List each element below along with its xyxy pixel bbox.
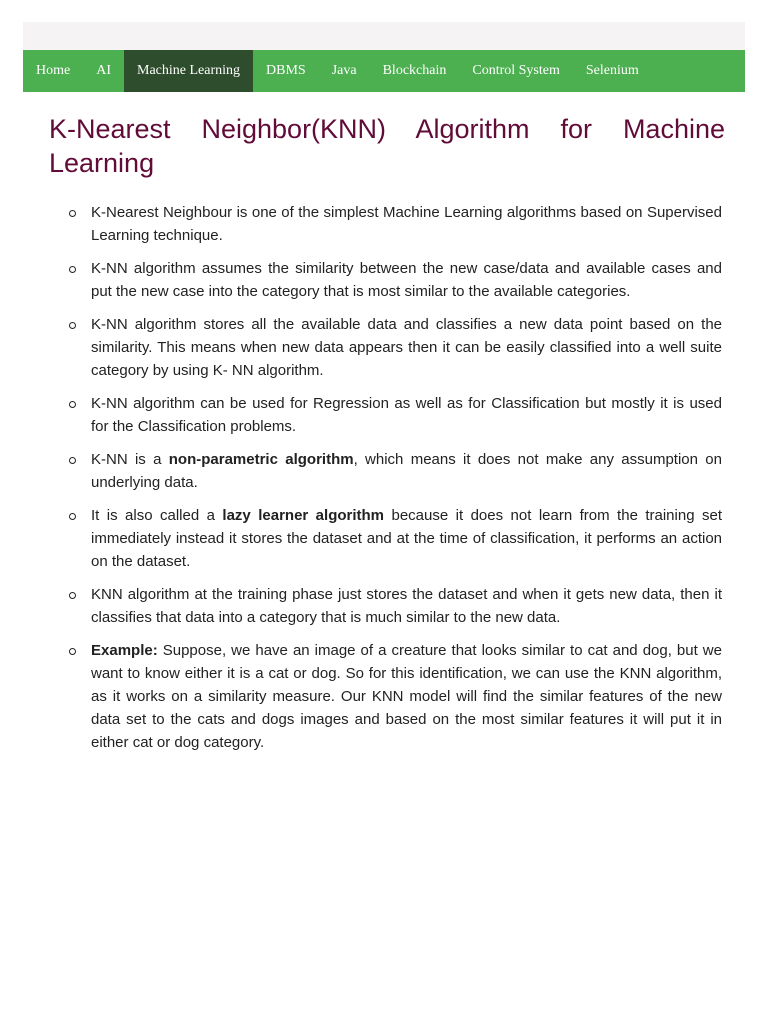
list-item: [65, 313, 722, 382]
list-item: [65, 392, 722, 438]
bullet-circle-icon: [69, 648, 76, 655]
list-item-text: K-NN algorithm can be used for Regression as well as for Classification but mostly it is used for the Classification problems.: [91, 395, 722, 435]
list-item-text: KNN algorithm at the training phase just stores the dataset and when it gets new data, then it classifies that data into a category that is much similar to the new data.: [91, 586, 722, 626]
list-item-text: K-NN algorithm assumes the similarity between the new case/data and available cases and put the new case into the category that is most similar to the available categories.: [91, 260, 722, 300]
main-navbar: [23, 50, 745, 92]
top-strip: [23, 22, 745, 50]
list-item-bold-term: Example:: [91, 642, 158, 659]
nav-item-home[interactable]: Home: [36, 63, 71, 78]
list-item-bold-term: non-parametric algorithm: [168, 451, 354, 468]
list-item: [65, 448, 722, 494]
list-item-text-post: , which means it does not make any assumption on underlying data.: [91, 451, 722, 491]
bullet-circle-icon: [69, 592, 76, 599]
page-title: K-Nearest Neighbor(KNN) Algorithm for Machine Learning: [49, 114, 725, 178]
list-item-text-pre: K-NN is a: [91, 451, 169, 468]
nav-item-blockchain[interactable]: Blockchain: [382, 63, 447, 78]
nav-item-machine-learning[interactable]: Machine Learning: [124, 50, 253, 92]
list-item-text: K-Nearest Neighbour is one of the simplest Machine Learning algorithms based on Supervised Learning technique.: [91, 204, 722, 244]
bullet-circle-icon: [69, 457, 76, 464]
nav-item-dbms[interactable]: DBMS: [266, 63, 306, 78]
article-bullet-list: [65, 201, 722, 764]
bullet-circle-icon: [69, 322, 76, 329]
bullet-circle-icon: [69, 210, 76, 217]
bullet-circle-icon: [69, 401, 76, 408]
list-item: [65, 201, 722, 247]
bullet-circle-icon: [69, 513, 76, 520]
nav-item-control-system[interactable]: Control System: [472, 63, 560, 78]
nav-item-ai[interactable]: AI: [96, 63, 111, 78]
list-item-text-post: Suppose, we have an image of a creature that looks similar to cat and dog, but we want to know either it is a cat or dog. So for this identification, we can use the KNN algorithm, as it works on a similarity measure. Our KNN model will find the similar features of the new data set to the cats and dogs images and based on the most similar features it will put it in either cat or dog category.: [91, 642, 722, 751]
list-item-text-post: because it does not learn from the training set immediately instead it stores the dataset and at the time of classification, it performs an action on the dataset.: [91, 507, 722, 570]
list-item: [65, 583, 722, 629]
list-item-text-pre: It is also called a: [91, 507, 223, 524]
list-item: [65, 504, 722, 573]
nav-item-java[interactable]: Java: [331, 63, 357, 78]
bullet-circle-icon: [69, 266, 76, 273]
nav-item-selenium[interactable]: Selenium: [585, 63, 639, 78]
list-item: [65, 257, 722, 303]
list-item-bold-term: lazy learner algorithm: [222, 507, 385, 524]
list-item: [65, 639, 722, 754]
list-item-text: K-NN algorithm stores all the available data and classifies a new data point based on the similarity. This means when new data appears then it can be easily classified into a well suite category by using K- NN algorithm.: [91, 316, 722, 379]
